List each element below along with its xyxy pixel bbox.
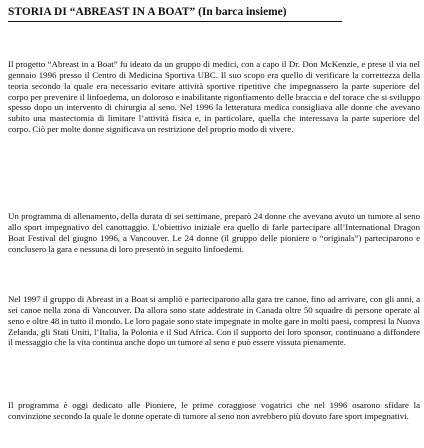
paragraph-dedication: Il programma è oggi dedicato alle Pioniere, le prime coraggiose vogatrici che nel 1996 osarono sfidare la convinzione secondo la quale le donne operate di tumore al seno non avrebbero più dovuto fare sport impegnativi.: [8, 400, 420, 421]
title-subtitle-text: (In barca insieme): [198, 6, 287, 18]
paragraph-expansion: Nel 1997 il gruppo di Abreast in a Boat si ampliò e parteciparono alla gara tre canoe, fino ad arrivare, con gli anni, a sei canoe nella zona di Vancouver. Da allora sono state addestrate in Canada oltre 50 squadre di persone operate al seno e oltre 48 in tutto il mondo. Le loro pagaie sono state impegnate in molte gare in molti paesi, compresi la Nuova Zelanda, gli Stati Uniti, l’Italia, la Polonia e il Sud Africa. Con il supporto dei loro sponsor, continuano a diffondere il messaggio che la vita continua anche dopo un tumore al seno e può essere vissuta pienamente.: [8, 294, 420, 348]
title-main-text: STORIA DI “ABREAST IN A BOAT”: [8, 6, 196, 18]
paragraph-history-origins: Il progetto “Abreast in a Boat” fu ideato da un gruppo di medici, con a capo il Dr. Don McKenzie, e prese il via nel gennaio 1996 presso il Centro di Medicina Sportiva UBC. Il suo scopo era quello di verificare la correttezza della teoria secondo la quale era necessario evitare attività sportive ripetitive che impegnassero la parte superiore del corpo per prevenire il linfoedema, un doloroso e inabilitante rigonfiamento delle braccia e del torace che si sviluppo spesso dopo un intervento di chirurgia al seno. Nel 1996 la letteratura medica consigliava alle donne che avevano subito una mastectomia di limitare l’attività fisica e, in particolare, quella che interessava la parte superiore del corpo. Ciò per molte donne significava un restrizione del proprio modo di vivere.: [8, 59, 420, 135]
document-title: [8, 5, 422, 19]
title-underline: [8, 21, 342, 22]
paragraph-training-program: Un programma di allenamento, della durata di sei settimane, preparò 24 donne che avevano avuto un tumore al seno allo sport impegnativo del canottaggio. L’obiettivo iniziale era quello di farle partecipare all’International Dragon Boat Festival del giugno 1996, a Vancouver. Le 24 donne (il gruppo delle pioniere o “originals”) parteciparono e conclusero la gara e nessuna di loro presentò in seguito linfoedemi.: [8, 211, 420, 254]
